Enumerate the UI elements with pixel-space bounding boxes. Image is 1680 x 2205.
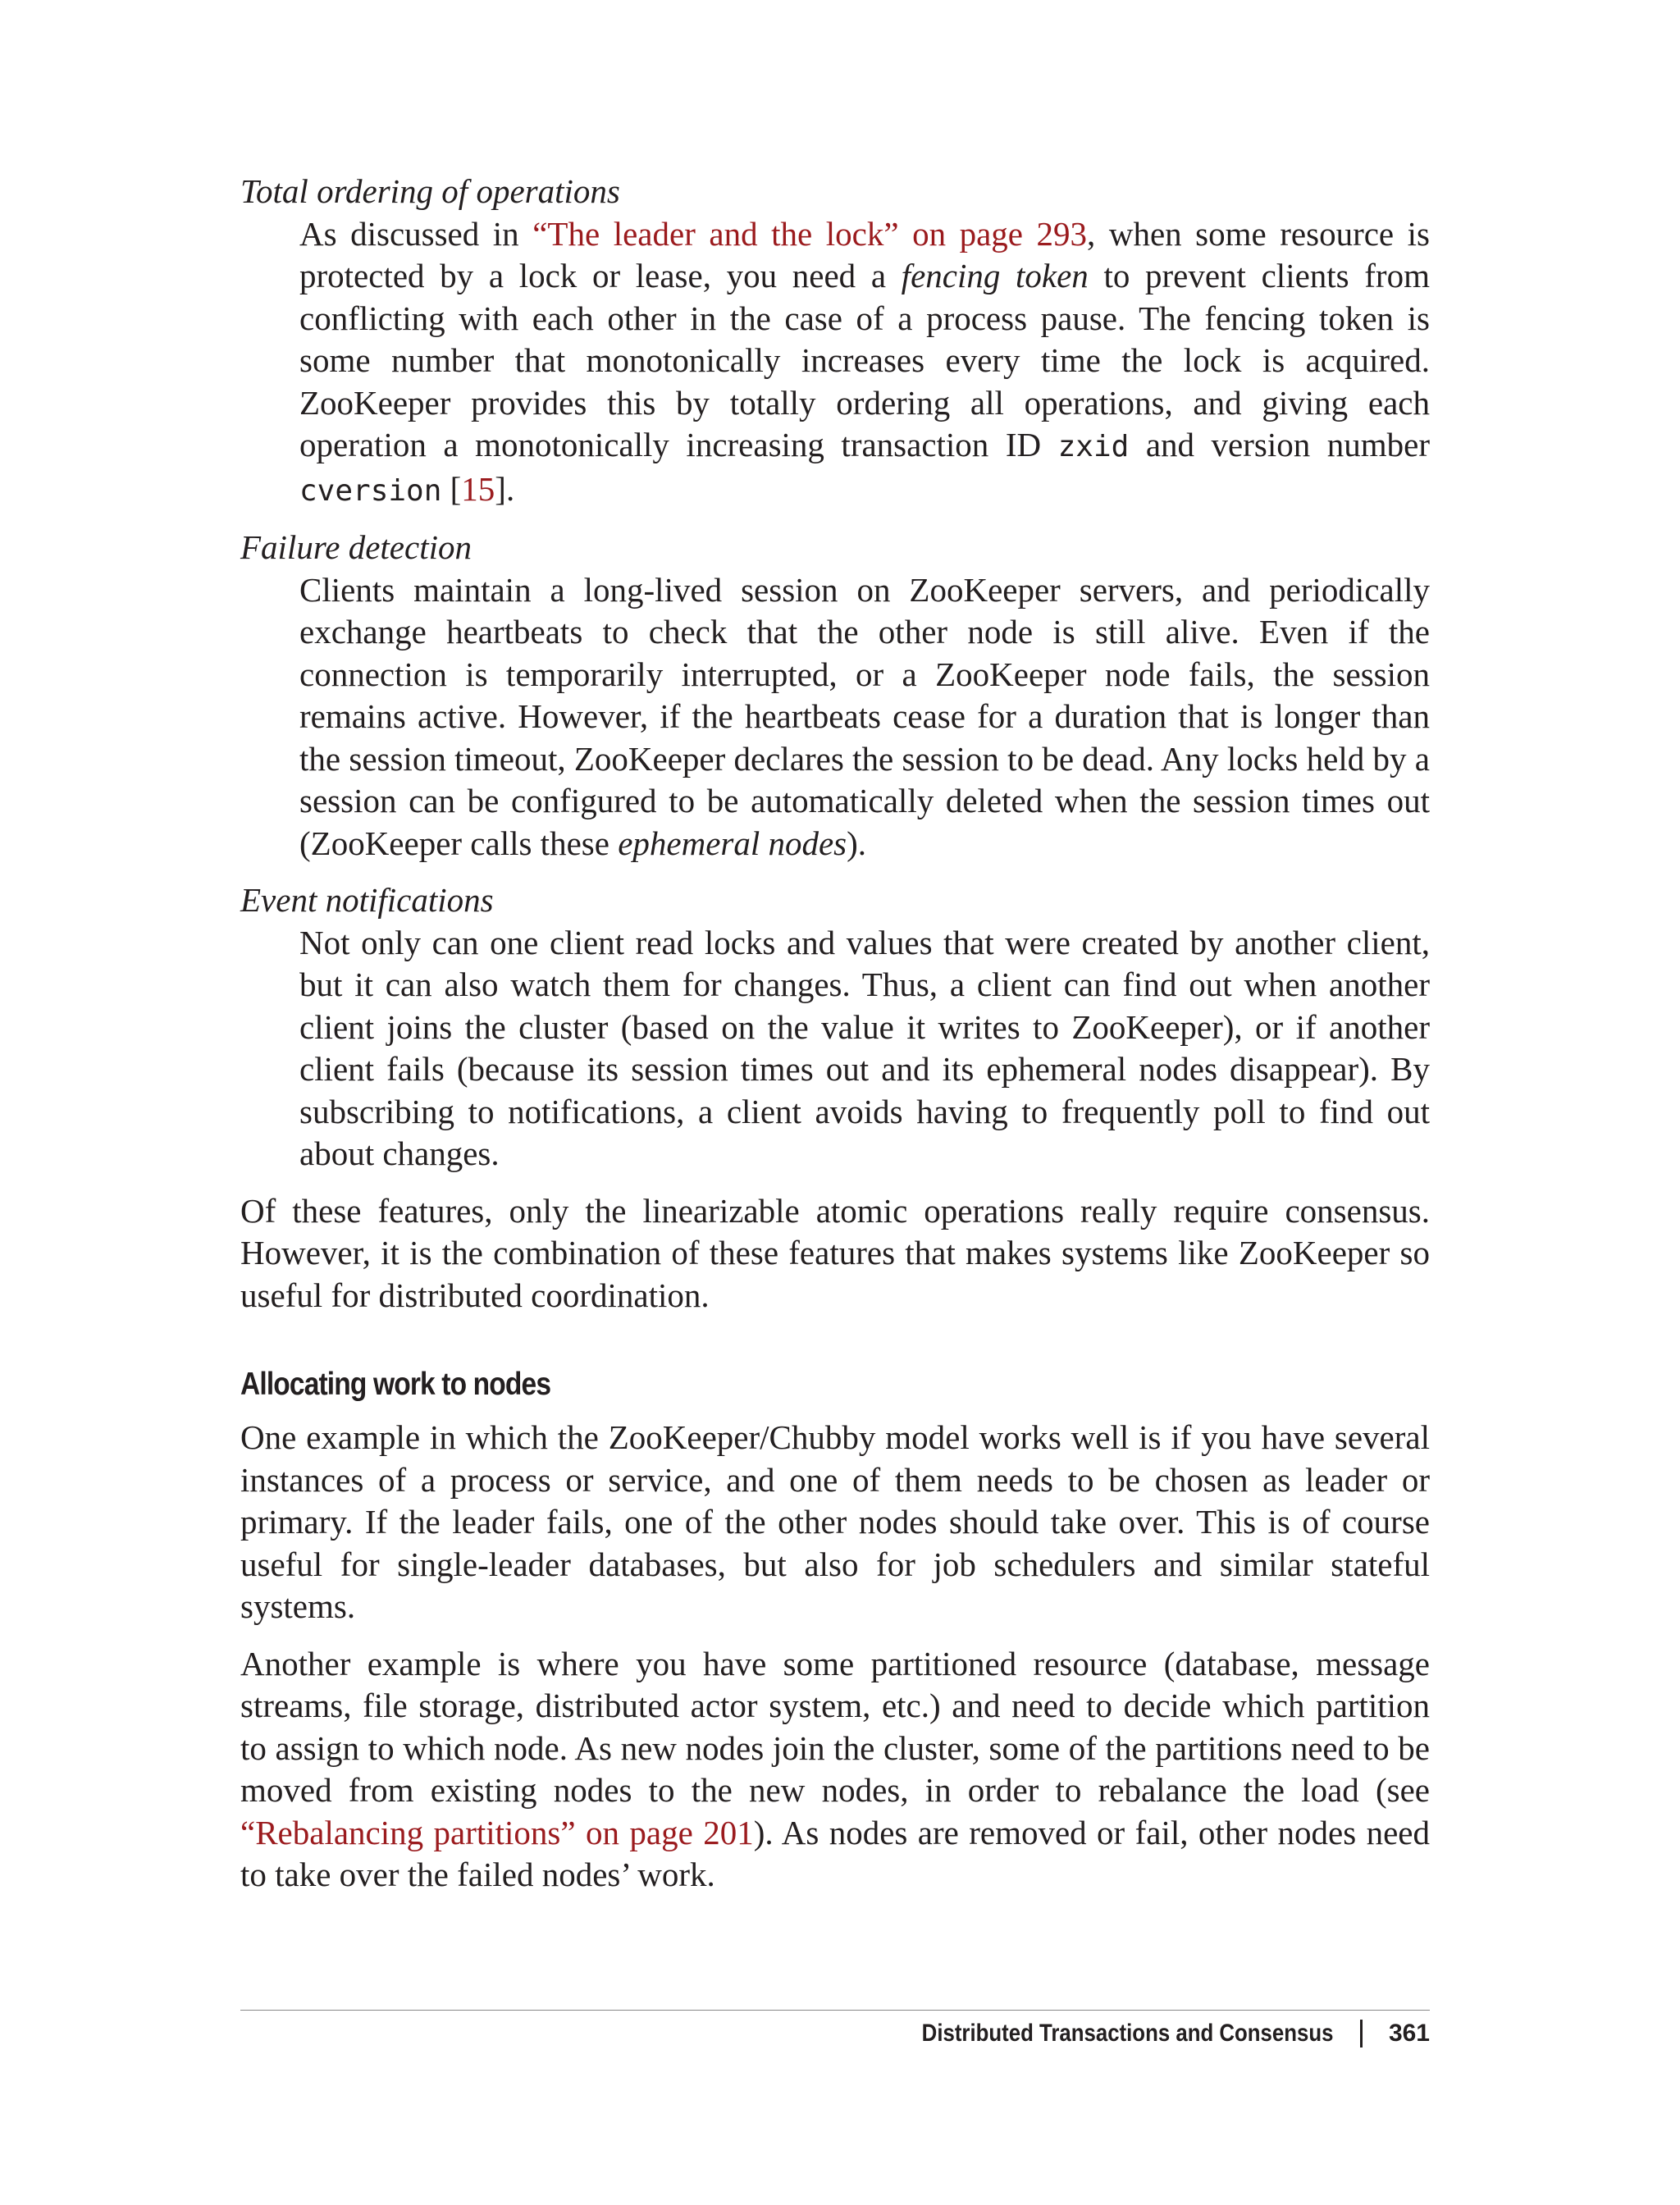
term-total-ordering: Total ordering of operations: [240, 172, 620, 210]
code-zxid: zxid: [1057, 430, 1130, 463]
link-leader-and-lock[interactable]: “The leader and the lock” on page 293: [532, 214, 1088, 253]
footer-rule: [240, 2010, 1430, 2011]
footer-chapter-title: Distributed Transactions and Consensus: [922, 2020, 1334, 2047]
link-rebalancing-partitions[interactable]: “Rebalancing partitions” on page 201: [240, 1813, 754, 1851]
footer-separator: [1360, 2020, 1363, 2048]
term-event-notifications: Event notifications: [240, 881, 494, 919]
running-footer: [855, 2020, 1430, 2048]
section-heading: Allocating work to nodes: [240, 1367, 551, 1402]
code-cversion: cversion: [299, 473, 442, 508]
reference-link-15[interactable]: 15: [461, 469, 495, 508]
text-column: [240, 171, 1430, 1911]
page-number: 361: [1388, 2020, 1430, 2047]
definition-failure-detection: Clients maintain a long-lived session on ZooKeeper servers, and periodically exchange heartbeats to check that the other node is still alive. Even if the connection is temporarily interrupted, or a ZooKeeper node fails, the session remains active. However, if the heartbeats cease for a duration that is longer than the session timeout, ZooKeeper declares the session to be dead. Any locks held by a session can be configured to be automatically deleted when the session times out (ZooKeeper calls these ephemeral nodes).: [299, 570, 1430, 862]
term-failure-detection: Failure detection: [240, 528, 472, 566]
definition-event-notifications: Not only can one client read locks and values that were created by another client, but it can also watch them for changes. Thus, a client can find out when another client joins the cluster (based on the value it writes to ZooKeeper), or if another client fails (because its session times out and its ephemeral nodes disappear). By subscribing to notifications, a client avoids having to frequently poll to find out about changes.: [299, 923, 1430, 1172]
paragraph-summary: Of these features, only the linearizable atomic operations really require consensus. However, it is the combination of these features that makes systems like ZooKeeper so useful for distributed coordination.: [240, 1191, 1430, 1314]
paragraph-allocating-2: Another example is where you have some partitioned resource (database, message streams, file storage, distributed actor system, etc.) and need to decide which partition to assign to which node. As new nodes join the cluster, some of the partitions need to be moved from existing nodes to the new nodes, in order to rebalance the load (see “Rebalancing partitions” on page 201). As nodes are removed or fail, other nodes need to take over the failed nodes’ work.: [240, 1644, 1430, 1893]
definition-total-ordering: As discussed in “The leader and the lock” on page 293, when some resource is protected by a lock or lease, you need a fencing token to prevent clients from conflicting with each other in the case of a process pause. The fencing token is some number that monotonically increases every time the lock is acquired. ZooKeeper provides this by totally ordering all operations, and giving each operation a monotonically increasing transaction ID zxid and version number cversion [15].: [299, 214, 1431, 508]
paragraph-allocating-1: One example in which the ZooKeeper/Chubby model works well is if you have several instances of a process or service, and one of them needs to be chosen as leader or primary. If the leader fails, one of the other nodes should take over. This is of course useful for single-leader databases, but also for job schedulers and similar stateful systems.: [240, 1418, 1430, 1625]
